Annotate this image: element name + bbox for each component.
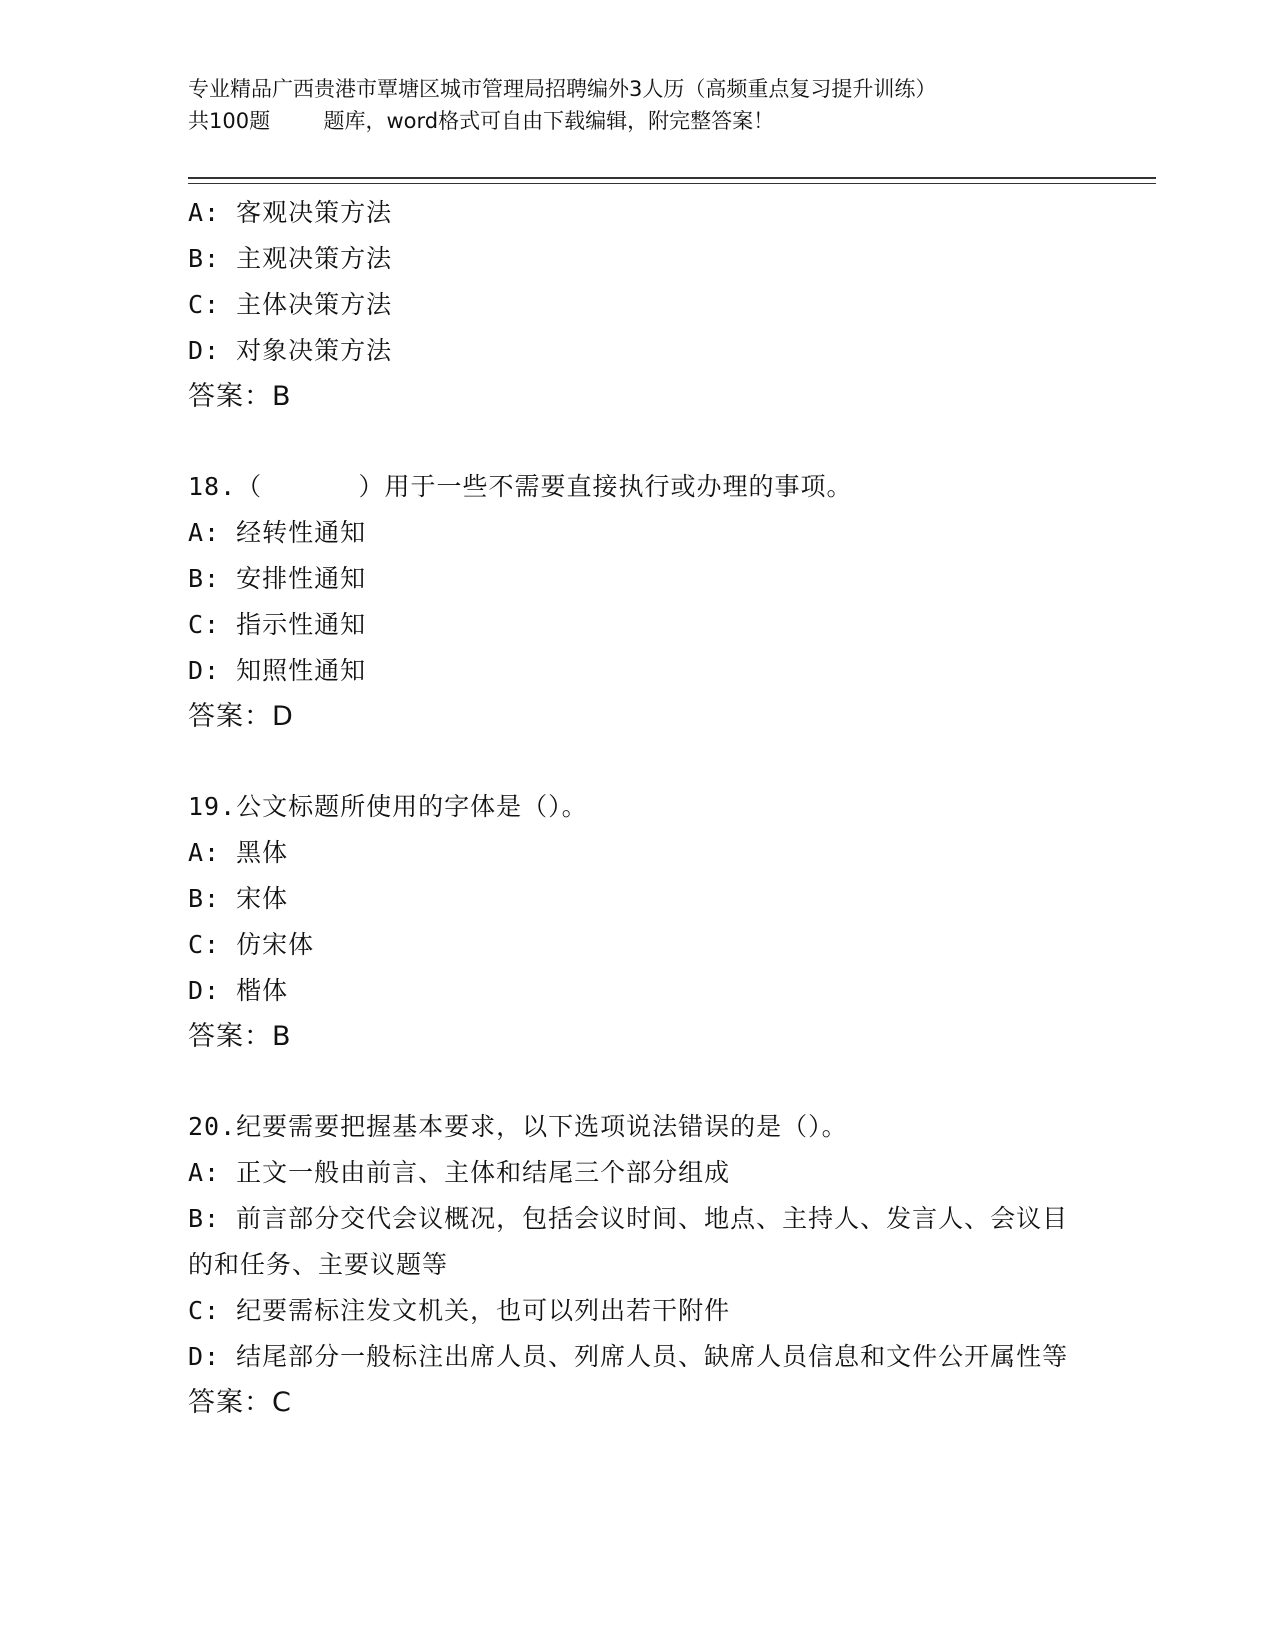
document-header: [188, 73, 1088, 137]
option-d: D: 对象决策方法: [188, 336, 393, 365]
answer-line: 答案：C: [188, 1387, 292, 1418]
option-c: C: 纪要需标注发文机关，也可以列出若干附件: [188, 1296, 731, 1325]
answer-line: 答案：B: [188, 381, 292, 412]
header-divider-thick: [188, 177, 1156, 179]
option-c: C: 主体决策方法: [188, 290, 393, 319]
spacer: [188, 740, 1088, 784]
spacer: [188, 420, 1088, 464]
header-subtitle-line: 共100题 题库，word格式可自由下载编辑，附完整答案！: [188, 109, 775, 133]
header-divider-thin: [188, 183, 1156, 184]
option-c: C: 指示性通知: [188, 610, 367, 639]
header-title-line: 专业精品广西贵港市覃塘区城市管理局招聘编外3人历（高频重点复习提升训练）: [188, 77, 937, 101]
answer-line: 答案：B: [188, 1021, 292, 1052]
option-c: C: 仿宋体: [188, 930, 315, 959]
option-b: B: 宋体: [188, 884, 289, 913]
question-block-20: [188, 1104, 1088, 1426]
question-text: 19.公文标题所使用的字体是（）。: [188, 792, 588, 821]
spacer: [188, 1060, 1088, 1104]
option-d: D: 知照性通知: [188, 656, 367, 685]
option-b: B: 前言部分交代会议概况，包括会议时间、地点、主持人、发言人、会议目的和任务、主要议题等: [188, 1204, 1069, 1279]
answer-line: 答案：D: [188, 701, 294, 732]
option-a: A: 经转性通知: [188, 518, 367, 547]
option-d: D: 结尾部分一般标注出席人员、列席人员、缺席人员信息和文件公开属性等: [188, 1342, 1069, 1371]
question-block-17: [188, 190, 1088, 420]
option-b: B: 主观决策方法: [188, 244, 393, 273]
question-text: 18.（ ）用于一些不需要直接执行或办理的事项。: [188, 472, 853, 501]
option-a: A: 正文一般由前言、主体和结尾三个部分组成: [188, 1158, 731, 1187]
question-list: [188, 190, 1088, 1426]
option-b: B: 安排性通知: [188, 564, 367, 593]
question-block-18: [188, 464, 1088, 740]
question-text: 20.纪要需要把握基本要求，以下选项说法错误的是（）。: [188, 1112, 848, 1141]
question-block-19: [188, 784, 1088, 1060]
option-a: A: 黑体: [188, 838, 289, 867]
option-d: D: 楷体: [188, 976, 289, 1005]
option-a: A: 客观决策方法: [188, 198, 393, 227]
